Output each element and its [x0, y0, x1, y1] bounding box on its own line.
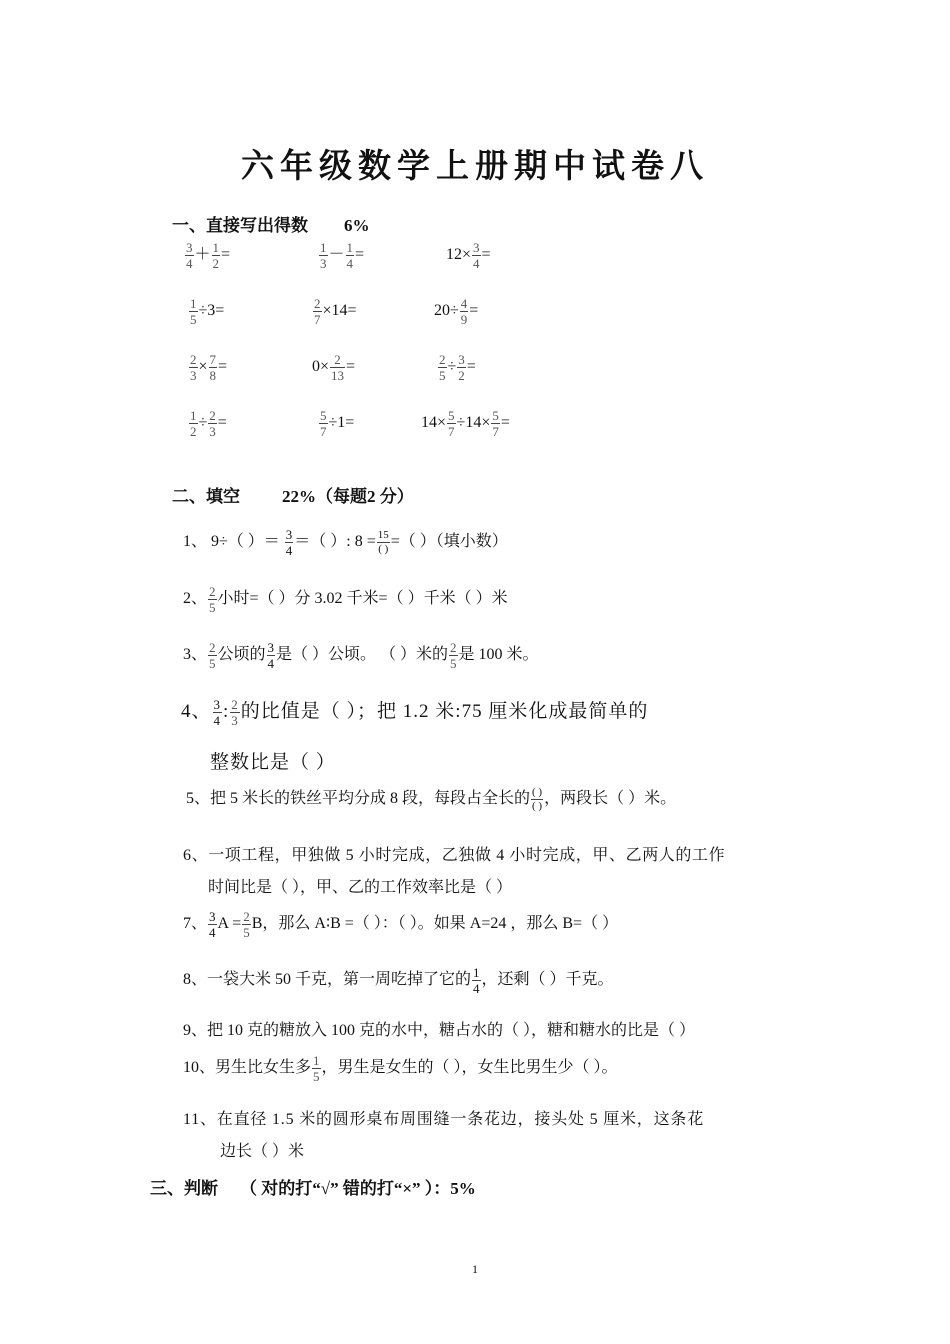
calc-r4-b: $\frac{5}{7}$ ÷1= — [320, 408, 355, 439]
fill-q1: 1、 9÷（ ）＝ $\frac{3}{4}$ ＝（ ）: 8 = $\frac{15}{( )}$ =（ ）（填小数） — [183, 527, 508, 558]
fill-q2: 2、 $\frac{2}{5}$ 小时=（ ）分 3.02 千米=（ ）千米（ ）米 — [183, 584, 508, 615]
fill-q3: 3、 $\frac{2}{5}$ 公顷的 $\frac{3}{4}$ 是（ ）公顷。 （ ）米的 $\frac{2}{5}$ 是 100 米。 — [183, 640, 539, 671]
section-2-heading: 二、填空 22%（每题2 分） — [172, 487, 414, 506]
fill-q11: 11、在直径 1.5 米的圆形桌布周围缝一条花边，接头处 5 厘米，这条花 — [183, 1111, 705, 1128]
fill-q6-line2: 时间比是（ ），甲、乙的工作效率比是（ ） — [208, 879, 513, 896]
fill-q7: 7、 $\frac{3}{4}$ A = $\frac{2}{5}$ B，那么 A∶B =（ ）：（ ）。如果 A=24 ，那么 B=（ ） — [183, 909, 619, 940]
fill-q4-line2: 整数比是（ ） — [210, 752, 336, 773]
fill-q5: 5、把 5 米长的铁丝平均分成 8 段，每段占全长的 $\frac{( )}{( )}$ ，两段长（ ）米。 — [186, 785, 677, 812]
calc-r2-c: 20÷ $\frac{4}{9}$ = — [434, 296, 479, 327]
calc-r2-a: $\frac{1}{5}$ ÷3= — [190, 296, 225, 327]
calc-r2-b: $\frac{2}{7}$ ×14= — [314, 296, 357, 327]
calc-r4-a: $\frac{1}{2}$ ÷ $\frac{2}{3}$ = — [190, 408, 227, 439]
calc-r1-a: $\frac{3}{4}$ ＋ $\frac{1}{2}$ = — [186, 240, 231, 271]
calc-r4-c: 14× $\frac{5}{7}$ ÷14× $\frac{5}{7}$ = — [421, 408, 510, 439]
calc-r1-c: 12× $\frac{3}{4}$ = — [446, 240, 491, 271]
fill-q6: 6、一项工程，甲独做 5 小时完成，乙独做 4 小时完成，甲、乙两人的工作 — [183, 847, 726, 864]
calc-r3-a: $\frac{2}{3}$ × $\frac{7}{8}$ = — [190, 352, 228, 383]
fill-q11-line2: 边长（ ）米 — [220, 1143, 305, 1160]
section-3-heading: 三、判断 （ 对的打“√” 错的打“×” ）：5% — [150, 1179, 476, 1198]
page-number: 1 — [472, 1262, 478, 1276]
fill-q9: 9、把 10 克的糖放入 100 克的水中，糖占水的（ ），糖和糖水的比是（ ） — [183, 1022, 696, 1039]
calc-r3-b: 0× $\frac{2}{13}$ = — [312, 352, 356, 383]
section-1-heading: 一、直接写出得数 6% — [172, 216, 370, 235]
calc-r1-b: $\frac{1}{3}$ － $\frac{1}{4}$ = — [320, 240, 365, 271]
calc-r3-c: $\frac{2}{5}$ ÷ $\frac{3}{2}$ = — [439, 352, 476, 383]
fill-q8: 8、一袋大米 50 千克，第一周吃掉了它的 $\frac{1}{4}$ ，还剩（ ）千克。 — [183, 965, 614, 996]
fill-q4: 4、 $\frac{3}{4}$ : $\frac{2}{3}$ 的比值是（ ）；把 1.2 米:75 厘米化成最简单的 — [181, 697, 649, 729]
page-title: 六年级数学上册期中试卷八 — [241, 149, 709, 185]
fill-q10: 10、男生比女生多 $\frac{1}{5}$ ，男生是女生的（ ），女生比男生少（ ）。 — [183, 1053, 618, 1084]
